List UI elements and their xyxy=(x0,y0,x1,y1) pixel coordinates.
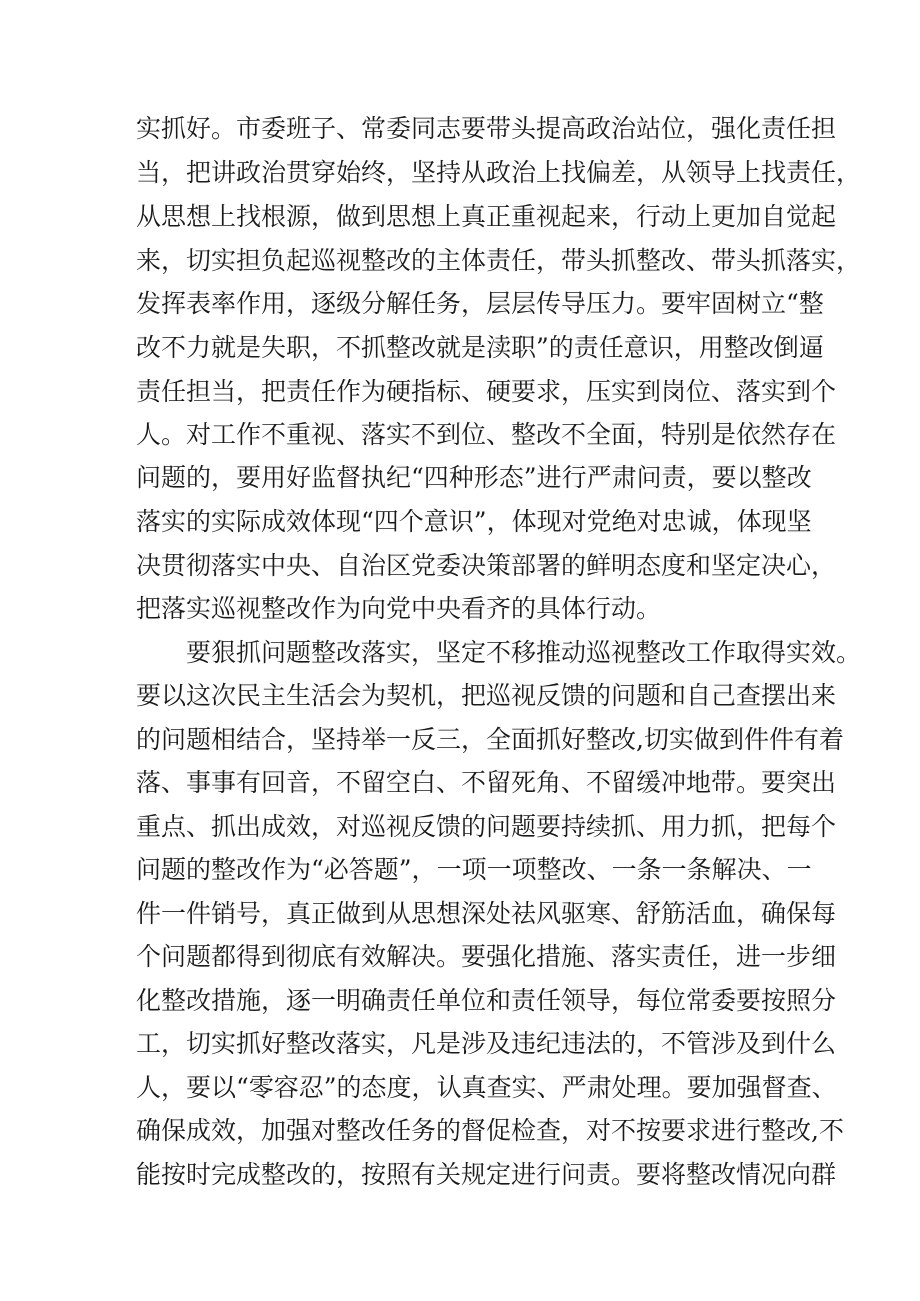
text-line: 决贯彻落实中央、自治区党委决策部署的鲜明态度和坚定决心， xyxy=(136,551,837,580)
text-line: 化整改措施，逐一明确责任单位和责任领导，每位常委要按照分 xyxy=(136,986,837,1015)
text-line: 的问题相结合，坚持举一反三，全面抓好整改,切实做到件件有着 xyxy=(136,725,844,754)
text-line: 来，切实担负起巡视整改的主体责任，带头抓整改、带头抓落实， xyxy=(136,246,862,275)
text-line: 当，把讲政治贯穿始终，坚持从政治上找偏差，从领导上找责任， xyxy=(136,158,862,187)
text-line: 落实的实际成效体现“四个意识”，体现对党绝对忠诚，体现坚 xyxy=(136,507,812,536)
text-line: 个问题都得到彻底有效解决。要强化措施、落实责任，进一步细 xyxy=(136,942,837,971)
text-line: 确保成效，加强对整改任务的督促检查，对不按要求进行整改,不 xyxy=(136,1116,844,1145)
text-line: 发挥表率作用，逐级分解任务，层层传导压力。要牢固树立“整 xyxy=(136,289,824,318)
text-line: 问题的，要用好监督执纪“四种形态”进行严肃问责，要以整改 xyxy=(136,463,812,492)
text-line: 从思想上找根源，做到思想上真正重视起来，行动上更加自觉起 xyxy=(136,202,837,231)
text-line: 重点、抓出成效，对巡视反馈的问题要持续抓、用力抓，把每个 xyxy=(136,812,837,841)
text-line: 人。对工作不重视、落实不到位、整改不全面，特别是依然存在 xyxy=(136,420,837,449)
text-line: 把落实巡视整改作为向党中央看齐的具体行动。 xyxy=(136,594,662,623)
text-line: 要以这次民主生活会为契机，把巡视反馈的问题和自己查摆出来 xyxy=(136,681,837,710)
text-line: 责任担当，把责任作为硬指标、硬要求，压实到岗位、落实到个 xyxy=(136,377,837,406)
text-line: 工，切实抓好整改落实，凡是涉及违纪违法的，不管涉及到什么 xyxy=(136,1029,837,1058)
text-line: 落、事事有回音，不留空白、不留死角、不留缓冲地带。要突出 xyxy=(136,768,837,797)
text-line: 实抓好。市委班子、常委同志要带头提高政治站位，强化责任担 xyxy=(136,114,837,143)
text-line: 问题的整改作为“必答题”，一项一项整改、一条一条解决、一 xyxy=(136,855,812,884)
text-line: 人，要以“零容忍”的态度，认真查实、严肃处理。要加强督查、 xyxy=(136,1073,837,1102)
text-line: 要狠抓问题整改落实，坚定不移推动巡视整改工作取得实效。 xyxy=(136,638,862,667)
text-line: 能按时完成整改的，按照有关规定进行问责。要将整改情况向群 xyxy=(136,1160,837,1189)
text-line: 改不力就是失职，不抓整改就是渎职”的责任意识，用整改倒逼 xyxy=(136,333,824,362)
text-line: 件一件销号，真正做到从思想深处祛风驱寒、舒筋活血，确保每 xyxy=(136,899,837,928)
